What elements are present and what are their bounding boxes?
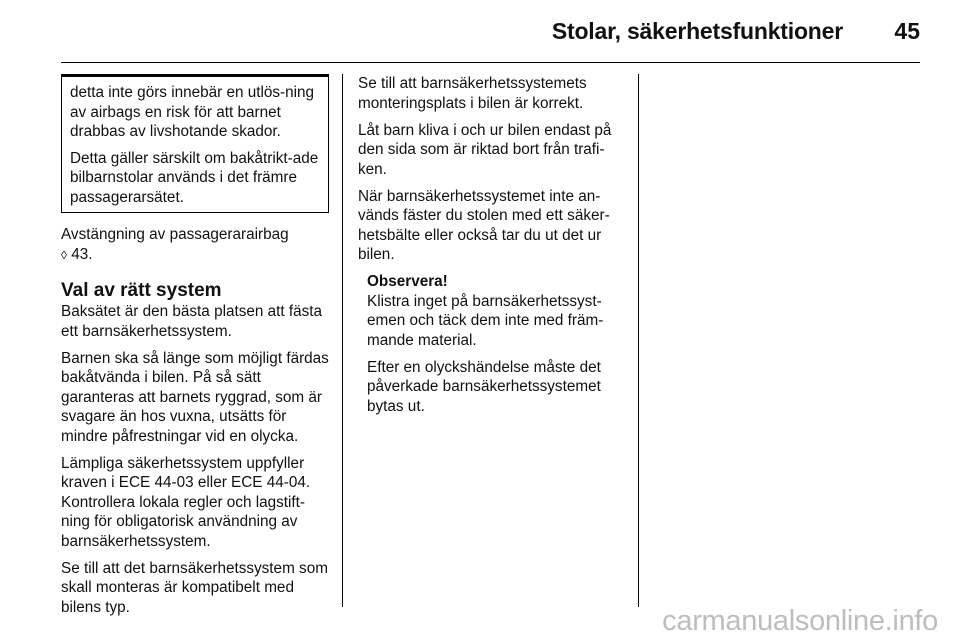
body-paragraph: Barnen ska så länge som möjligt färdas bakåtvända i bilen. På så sätt garanteras att barnets ryggrad, som är svagare än hos vuxna, utsätts för mindre påfrestningar vid en olycka.	[61, 349, 329, 445]
column-divider	[638, 74, 639, 607]
body-paragraph: Baksätet är den bästa platsen att fästa ett barnsäkerhetssystem.	[61, 303, 323, 340]
watermark: carmanualsonline.info	[662, 605, 938, 637]
page-title: Stolar, säkerhetsfunktioner	[551, 18, 843, 44]
body-paragraph: Låt barn kliva i och ur bilen endast på den sida som är riktad bort från trafi-ken.	[358, 121, 612, 178]
reference-arrow-icon: ◊	[61, 247, 67, 262]
reference-page: 43.	[71, 245, 93, 263]
body-paragraph: Lämpliga säkerhetssystem uppfyller kraven i ECE 44-03 eller ECE 44-04. Kontrollera lokala regler och lagstift-ning för obligatorisk användning av barnsäkerhetssystem.	[61, 454, 311, 550]
warning-paragraph: Detta gäller särskilt om bakåtrikt-ade bilbarnstolar används i det främre passagerarsätet.	[70, 149, 319, 206]
note-block	[358, 272, 630, 416]
note-heading: Observera!	[367, 273, 448, 290]
body-paragraph: Se till att barnsäkerhetssystemets monteringsplats i bilen är korrekt.	[358, 75, 587, 112]
note-paragraph: Efter en olyckshändelse måste det påverkade barnsäkerhetssystemet bytas ut.	[367, 358, 601, 415]
warning-paragraph: detta inte görs innebär en utlös-ning av airbags en risk för att barnet drabbas av livshotande skador.	[70, 84, 315, 140]
section-heading: Val av rätt system	[61, 280, 222, 301]
page-number: 45	[894, 18, 920, 44]
page-header	[61, 16, 920, 63]
cross-reference-text: Avstängning av passagerarairbag	[61, 226, 289, 243]
note-paragraph: Klistra inget på barnsäkerhetssyst-emen och täck dem inte med främ-mande material.	[367, 292, 604, 349]
middle-column	[358, 74, 630, 424]
left-column	[61, 74, 329, 625]
body-paragraph: Se till att det barnsäkerhetssystem som skall monteras är kompatibelt med bilens typ.	[61, 559, 328, 616]
cross-reference	[61, 225, 329, 265]
warning-box	[61, 74, 329, 213]
column-divider	[342, 74, 343, 607]
body-paragraph: När barnsäkerhetssystemet inte an-vänds fäster du stolen med ett säker-hetsbälte eller också tar du ut det ur bilen.	[358, 187, 610, 263]
